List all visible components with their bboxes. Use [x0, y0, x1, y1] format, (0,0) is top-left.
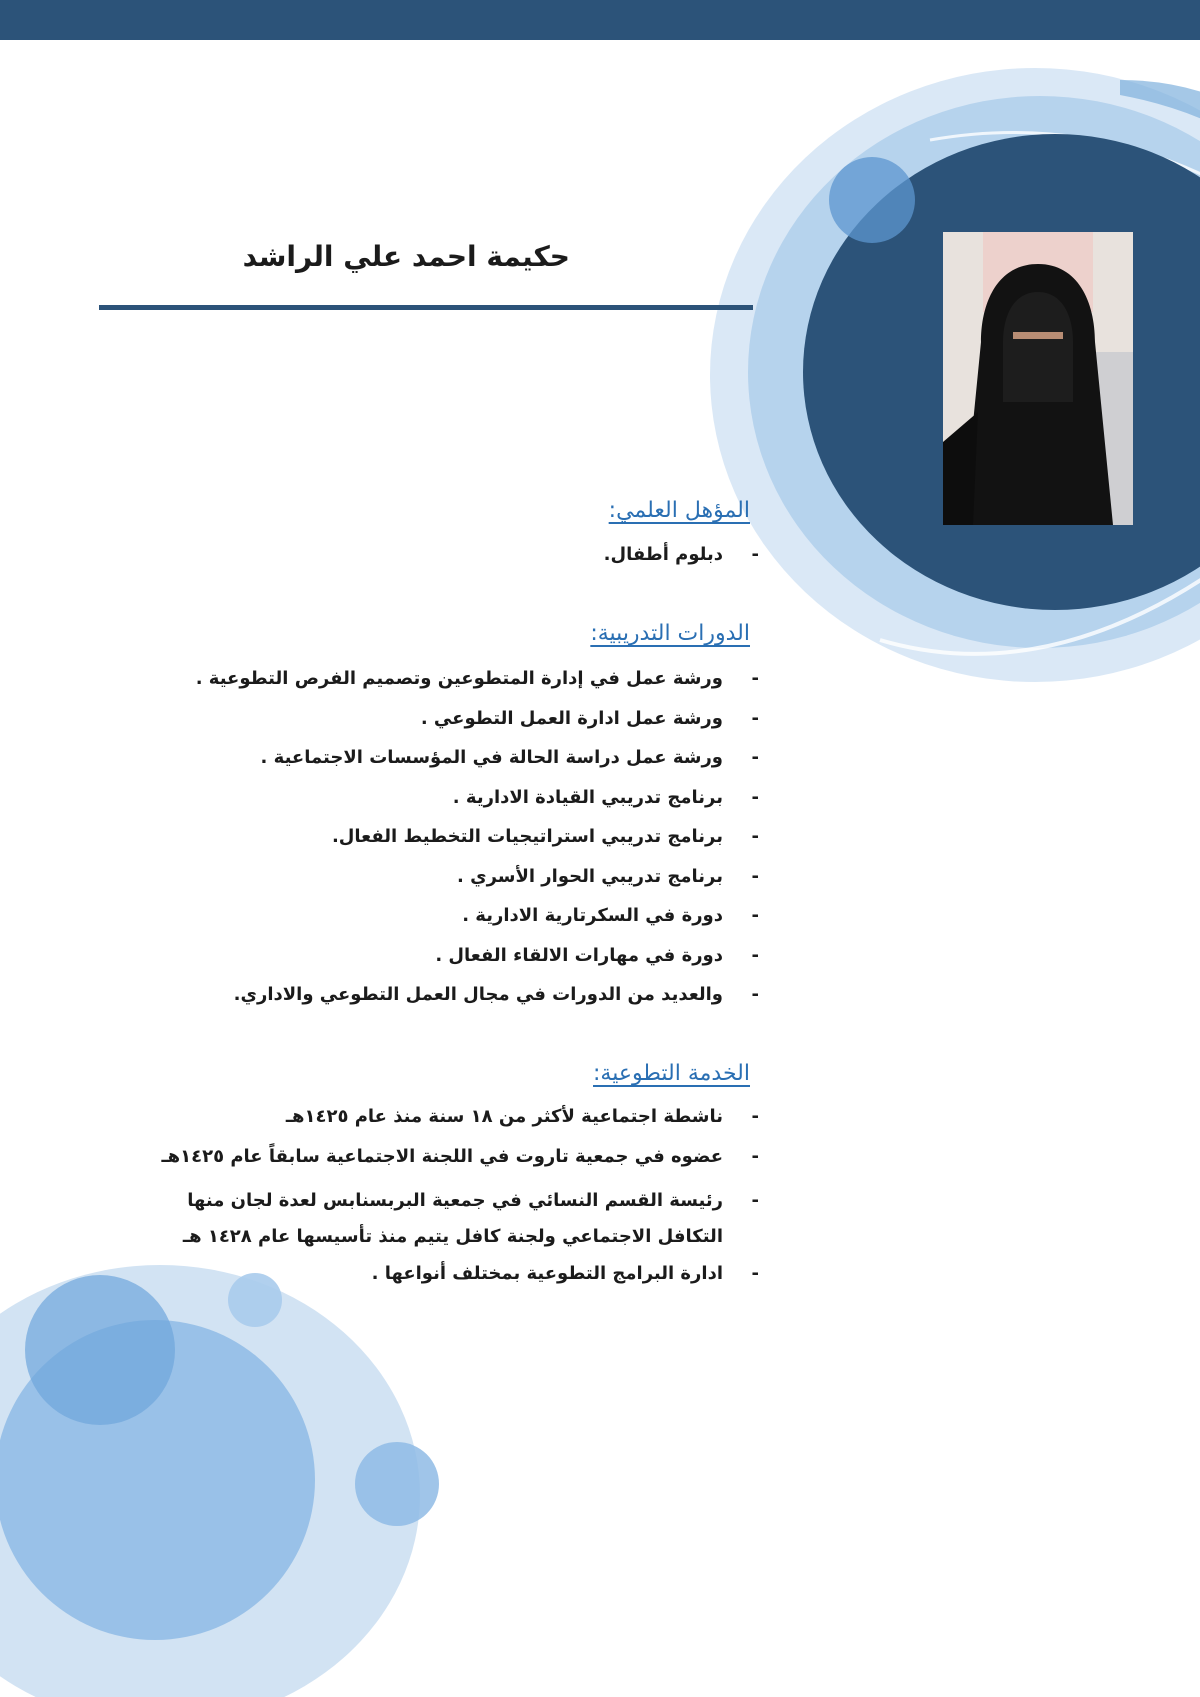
list-item: - برنامج تدريبي القيادة الادارية . — [196, 785, 723, 811]
list-item: - رئيسة القسم النسائي في جمعية البربسنابس لعدة لجان منها التكافل الاجتماعي ولجنة كافل يتيم منذ تأسيسها عام ١٤٢٨ هـ — [163, 1183, 723, 1255]
list-item: - برنامج تدريبي استراتيجيات التخطيط الفعال. — [196, 824, 723, 850]
person-photo-icon — [943, 232, 1133, 525]
list-item: - ورشة عمل دراسة الحالة في المؤسسات الاجتماعية . — [196, 745, 723, 771]
training-heading: الدورات التدريبية: — [590, 621, 750, 646]
list-item: - ورشة عمل ادارة العمل التطوعي . — [196, 706, 723, 732]
training-list — [196, 666, 723, 1022]
list-item: - عضوه في جمعية تاروت في اللجنة الاجتماعية سابقاً عام ١٤٢٥هـ — [161, 1144, 723, 1170]
small-circle — [829, 157, 915, 243]
list-item: - برنامج تدريبي الحوار الأسري . — [196, 864, 723, 890]
list-item: - دورة في مهارات الالقاء الفعال . — [196, 943, 723, 969]
list-item: - دورة في السكرتارية الادارية . — [196, 903, 723, 929]
list-item: - ادارة البرامج التطوعية بمختلف أنواعها . — [161, 1261, 723, 1287]
list-item: - والعديد من الدورات في مجال العمل التطوعي والاداري. — [196, 982, 723, 1008]
person-name: حكيمة احمد علي الراشد — [242, 240, 570, 273]
list-item: - ورشة عمل في إدارة المتطوعين وتصميم الفرص التطوعية . — [196, 666, 723, 692]
list-item: - ناشطة اجتماعية لأكثر من ١٨ سنة منذ عام ١٤٢٥هـ — [161, 1104, 723, 1130]
qualification-list — [604, 542, 723, 582]
volunteer-list — [161, 1104, 723, 1301]
list-item: - دبلوم أطفال. — [604, 542, 723, 568]
volunteer-heading: الخدمة التطوعية: — [593, 1061, 750, 1086]
bottom-circle-right — [355, 1442, 439, 1526]
bottom-circle-left — [25, 1275, 175, 1425]
profile-photo — [943, 232, 1133, 525]
name-underline — [99, 305, 753, 310]
qualification-heading: المؤهل العلمي: — [608, 498, 750, 523]
